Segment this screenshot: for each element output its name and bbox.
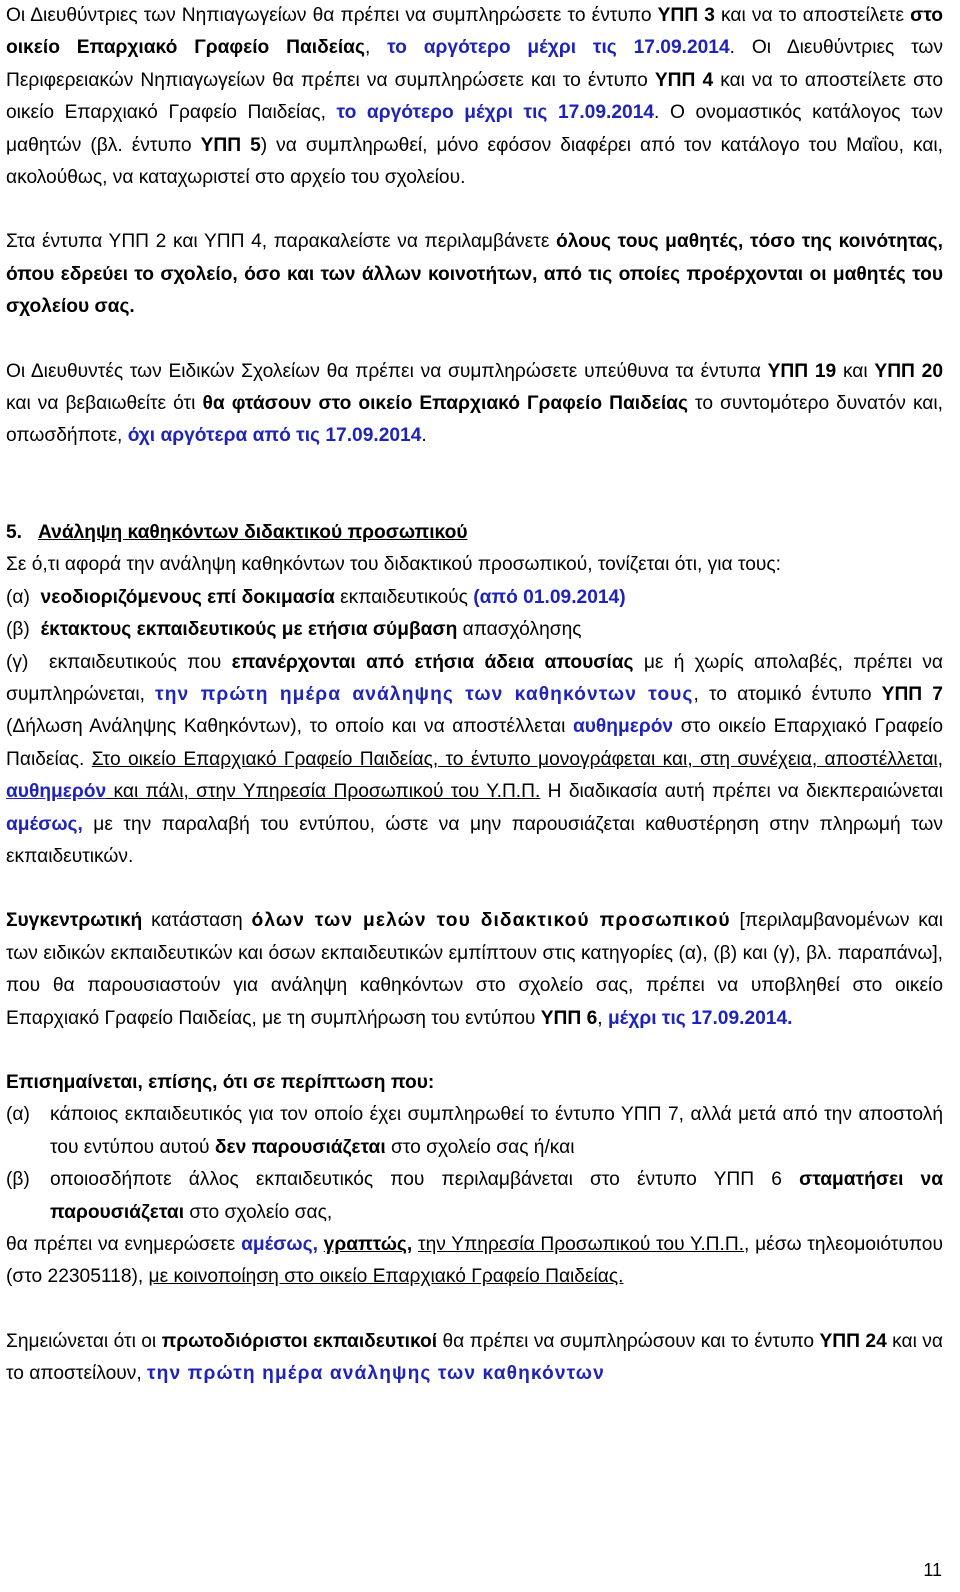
document-page <box>6 0 943 1391</box>
paragraph-first-appointed: Σημειώνεται ότι οι πρωτοδιόριστοι εκπαιδευτικοί θα πρέπει να συμπληρώσουν και το έντυπο ΥΠΠ 24 και να το αποστείλουν, την πρώτη ημέρα ανάληψης των καθηκόντων <box>6 1330 943 1385</box>
section-heading: 5. Ανάληψη καθηκόντων διδακτικού προσωπικού <box>6 521 468 543</box>
notice-item-b: (β) οποιοσδήποτε άλλος εκπαιδευτικός που περιλαμβάνεται στο έντυπο ΥΠΠ 6 σταματήσει να παρουσιάζεται στο σχολείο σας, <box>6 1169 943 1223</box>
list-item-b: (β) έκτακτους εκπαιδευτικούς με ετήσια σύμβαση απασχόλησης <box>6 619 582 641</box>
paragraph-special-schools: Οι Διευθυντές των Ειδικών Σχολείων θα πρέπει να συμπληρώσετε υπεύθυνα τα έντυπα ΥΠΠ 19 και ΥΠΠ 20 και να βεβαιωθείτε ότι θα φτάσουν στο οικείο Επαρχιακό Γραφείο Παιδείας το συντομότερο δυνατόν και, οπωσδήποτε, όχι αργότερα από τις 17.09.2014. <box>6 360 943 447</box>
paragraph-summary-staff: Συγκεντρωτική κατάσταση όλων των μελών του διδακτικού προσωπικού [περιλαμβανομένων και των ειδικών εκπαιδευτικών και όσων εκπαιδευτικών εμπίπτουν στις κατηγορίες (α), (β) και (γ), βλ. παραπάνω], που θα παρουσιαστούν για ανάληψη καθηκόντων στο σχολείο σας, πρέπει να υποβληθεί στο οικείο Επαρχιακό Γραφείο Παιδείας, με τη συμπλήρωση του εντύπου ΥΠΠ 6, μέχρι τις 17.09.2014. <box>6 910 943 1029</box>
section-intro: Σε ό,τι αφορά την ανάληψη καθηκόντων του διδακτικού προσωπικού, τονίζεται ότι, για τους: <box>6 554 781 576</box>
paragraph-notify-personnel: θα πρέπει να ενημερώσετε αμέσως, γραπτώς, την Υπηρεσία Προσωπικού του Υ.Π.Π., μέσω τηλεομοιότυπου (στο 22305118), με κοινοποίηση στο οικείο Επαρχιακό Γραφείο Παιδείας. <box>6 1234 943 1288</box>
paragraph-notice-heading: Επισημαίνεται, επίσης, ότι σε περίπτωση που: <box>6 1071 435 1093</box>
page-number: 11 <box>923 1560 942 1580</box>
list-item-a: (α) νεοδιοριζόμενους επί δοκιμασία εκπαιδευτικούς (από 01.09.2014) <box>6 586 626 608</box>
paragraph-include-all-students: Στα έντυπα ΥΠΠ 2 και ΥΠΠ 4, παρακαλείστε να περιλαμβάνετε όλους τους μαθητές, τόσο της κοινότητας, όπου εδρεύει το σχολείο, όσο και των άλλων κοινοτήτων, από τις οποίες προέρχονται οι μαθητές του σχολείου σας. <box>6 231 943 318</box>
notice-item-a: (α) κάποιος εκπαιδευτικός για τον οποίο έχει συμπληρωθεί το έντυπο ΥΠΠ 7, αλλά μετά από την αποστολή του εντύπου αυτού δεν παρουσιάζεται στο σχολείο σας ή/και <box>6 1104 943 1158</box>
list-item-c: (γ) εκπαιδευτικούς που επανέρχονται από ετήσια άδεια απουσίας με ή χωρίς απολαβές, πρέπει να συμπληρώνεται, την πρώτη ημέρα ανάληψης των καθηκόντων τους, το ατομικό έντυπο ΥΠΠ 7 (Δήλωση Ανάληψης Καθηκόντων), το οποίο και να αποστέλλεται αυθημερόν στο οικείο Επαρχιακό Γραφείο Παιδείας. Στο οικείο Επαρχιακό Γραφείο Παιδείας, το έντυπο μονογράφεται και, στη συνέχεια, αποστέλλεται, αυθημερόν και πάλι, στην Υπηρεσία Προσωπικού του Υ.Π.Π. Η διαδικασία αυτή πρέπει να διεκπεραιώνεται αμέσως, με την παραλαβή του εντύπου, ώστε να μην παρουσιάζεται καθυστέρηση στην πληρωμή των εκπαιδευτικών. <box>6 651 944 867</box>
paragraph-kindergarten-forms: Οι Διευθύντριες των Νηπιαγωγείων θα πρέπει να συμπληρώσετε το έντυπο ΥΠΠ 3 και να το αποστείλετε στο οικείο Επαρχιακό Γραφείο Παιδείας, το αργότερο μέχρι τις 17.09.2014. Οι Διευθύντριες των Περιφερειακών Νηπιαγωγείων θα πρέπει να συμπληρώσετε και το έντυπο ΥΠΠ 4 και να το αποστείλετε στο οικείο Επαρχιακό Γραφείο Παιδείας, το αργότερο μέχρι τις 17.09.2014. Ο ονομαστικός κατάλογος των μαθητών (βλ. έντυπο ΥΠΠ 5) να συμπληρωθεί, μόνο εφόσον διαφέρει από τον κατάλογο του Μαΐου, και, ακολούθως, να καταχωριστεί στο αρχείο του σχολείου. <box>6 5 944 189</box>
